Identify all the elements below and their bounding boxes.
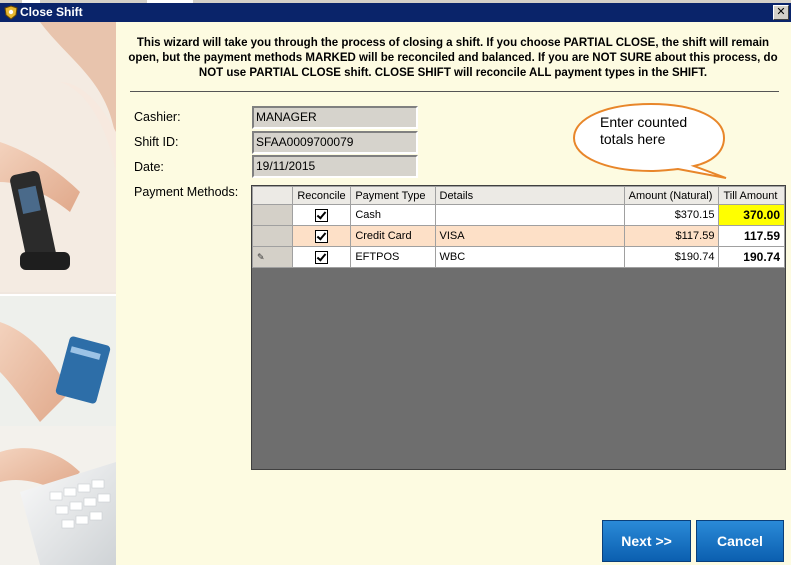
- details-cell: [435, 205, 624, 226]
- amount-natural-cell: $117.59: [624, 226, 719, 247]
- reconcile-checkbox[interactable]: [315, 230, 328, 243]
- reconcile-checkbox[interactable]: [315, 209, 328, 222]
- payment-methods-label: Payment Methods:: [134, 185, 239, 199]
- till-amount-input[interactable]: 190.74: [719, 247, 785, 268]
- title-bar: [0, 3, 791, 22]
- callout-text: Enter counted totals here: [600, 114, 688, 147]
- col-details[interactable]: Details: [435, 187, 624, 205]
- grid-header-row: [253, 187, 785, 205]
- details-cell: WBC: [435, 247, 624, 268]
- side-banner-image: [0, 22, 116, 565]
- window-title: Close Shift: [20, 5, 83, 19]
- shield-icon: [4, 5, 18, 20]
- reconcile-checkbox-cell[interactable]: [293, 247, 351, 268]
- till-amount-input[interactable]: 370.00: [719, 205, 785, 226]
- col-amount-natural[interactable]: Amount (Natural): [624, 187, 719, 205]
- divider: [130, 91, 779, 92]
- cashier-field: MANAGER: [252, 106, 418, 129]
- cashier-label: Cashier:: [134, 110, 181, 124]
- reconcile-checkbox-cell[interactable]: [293, 205, 351, 226]
- date-label: Date:: [134, 160, 164, 174]
- table-row[interactable]: [253, 205, 785, 226]
- col-till-amount[interactable]: Till Amount: [719, 187, 785, 205]
- row-header-corner: [253, 187, 293, 205]
- wizard-intro-text: This wizard will take you through the process of closing a shift. If you choose PARTIAL CLOSE, the shift will remain open, but the payment methods MARKED will be reconciled and balanced. If you are NOT SURE about this process, do NOT use PARTIAL CLOSE shift. CLOSE SHIFT will reconcile ALL payment types in the SHIFT.: [128, 37, 778, 79]
- table-row[interactable]: [253, 247, 785, 268]
- row-header[interactable]: [253, 247, 293, 268]
- shift-id-label: Shift ID:: [134, 135, 179, 149]
- payment-type-cell: EFTPOS: [351, 247, 435, 268]
- amount-natural-cell: $370.15: [624, 205, 719, 226]
- payment-methods-grid: [251, 185, 786, 470]
- close-button[interactable]: [773, 5, 789, 20]
- reconcile-checkbox-cell[interactable]: [293, 226, 351, 247]
- callout-bubble: [566, 100, 736, 182]
- details-cell: VISA: [435, 226, 624, 247]
- row-header[interactable]: [253, 205, 293, 226]
- table-row[interactable]: [253, 226, 785, 247]
- cancel-button[interactable]: Cancel: [696, 520, 784, 562]
- payment-type-cell: Cash: [351, 205, 435, 226]
- reconcile-checkbox[interactable]: [315, 251, 328, 264]
- payment-type-cell: Credit Card: [351, 226, 435, 247]
- col-payment-type[interactable]: Payment Type: [351, 187, 435, 205]
- next-button[interactable]: Next >>: [602, 520, 691, 562]
- pencil-icon: ✎: [257, 252, 265, 262]
- row-header[interactable]: [253, 226, 293, 247]
- shift-id-field: SFAA0009700079: [252, 131, 418, 154]
- col-reconcile[interactable]: Reconcile: [293, 187, 351, 205]
- till-amount-input[interactable]: 117.59: [719, 226, 785, 247]
- close-icon: ✕: [776, 6, 786, 18]
- date-field: 19/11/2015: [252, 155, 418, 178]
- amount-natural-cell: $190.74: [624, 247, 719, 268]
